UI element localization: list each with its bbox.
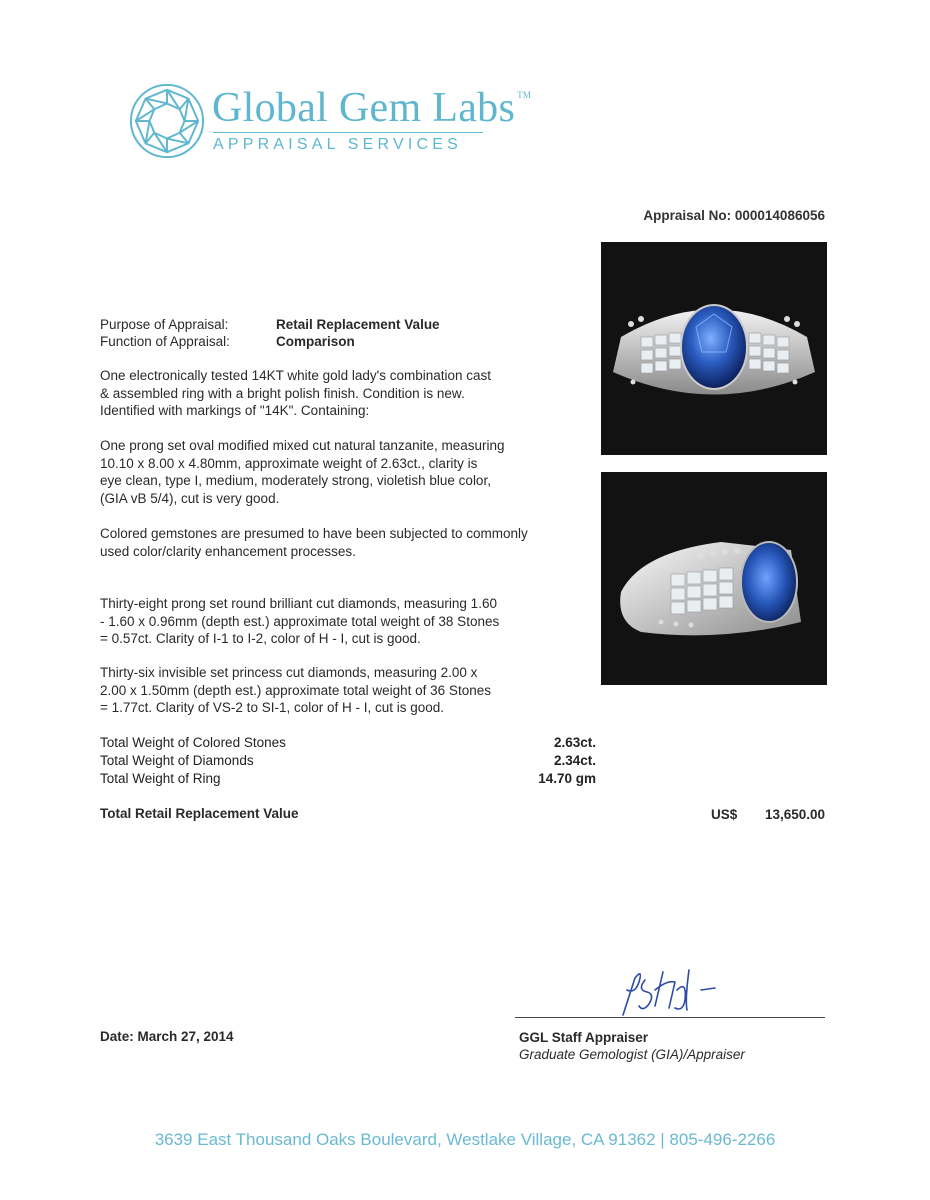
text-line: One electronically tested 14KT white gold lady's combination cast <box>100 368 492 383</box>
weight-ring-label: Total Weight of Ring <box>100 771 221 786</box>
brand-subtitle: APPRAISAL SERVICES <box>213 136 463 153</box>
ring-side-image <box>601 472 827 685</box>
weight-diamonds-label: Total Weight of Diamonds <box>100 753 254 768</box>
text-line: Thirty-eight prong set round brilliant cut diamonds, measuring 1.60 <box>100 596 497 611</box>
tanzanite-paragraph <box>100 437 580 507</box>
total-amount: 13,650.00 <box>764 807 825 822</box>
appraiser-title: GGL Staff Appraiser <box>519 1030 649 1045</box>
signature-image <box>615 960 725 1020</box>
weight-colored-value: 2.63ct. <box>553 735 596 750</box>
princess-diamonds-paragraph <box>100 664 580 717</box>
text-line: = 0.57ct. Clarity of I-1 to I-2, color of H - I, cut is good. <box>100 631 421 646</box>
text-line: 10.10 x 8.00 x 4.80mm, approximate weight of 2.63ct., clarity is <box>100 455 478 471</box>
ring-photo-front <box>601 242 827 455</box>
text-line: used color/clarity enhancement processes. <box>100 543 356 559</box>
footer-address: 3639 East Thousand Oaks Boulevard, Westlake Village, CA 91362 | 805-496-2266 <box>154 1130 776 1149</box>
text-line: eye clean, type I, medium, moderately strong, violetish blue color, <box>100 473 491 488</box>
brand-title <box>212 84 531 132</box>
brand-name: Global Gem Labs <box>212 85 516 131</box>
appraiser-credential: Graduate Gemologist (GIA)/Appraiser <box>519 1047 745 1062</box>
total-label: Total Retail Replacement Value <box>100 806 299 821</box>
ring-photo-side <box>601 472 827 685</box>
weight-colored-label: Total Weight of Colored Stones <box>100 735 286 750</box>
text-line: & assembled ring with a bright polish finish. Condition is new. <box>100 385 465 401</box>
text-line: Identified with markings of "14K". Containing: <box>100 403 370 418</box>
text-line: Thirty-six invisible set princess cut diamonds, measuring 2.00 x <box>100 665 478 680</box>
text-line: (GIA vB 5/4), cut is very good. <box>100 490 280 506</box>
appraisal-number: Appraisal No: 000014086056 <box>643 208 825 223</box>
text-line: Colored gemstones are presumed to have been subjected to commonly <box>100 526 528 541</box>
description-paragraph <box>100 367 580 420</box>
text-line: 2.00 x 1.50mm (depth est.) approximate total weight of 36 Stones <box>100 682 491 698</box>
text-line: = 1.77ct. Clarity of VS-2 to SI-1, color of H - I, cut is good. <box>100 700 445 715</box>
weight-ring-value: 14.70 gm <box>538 771 596 786</box>
round-diamonds-paragraph <box>100 595 580 648</box>
function-value: Comparison <box>276 334 355 349</box>
brand-rule <box>213 132 483 133</box>
text-line: One prong set oval modified mixed cut natural tanzanite, measuring <box>100 438 505 453</box>
weight-diamonds-value: 2.34ct. <box>553 753 596 768</box>
gem-logo-icon <box>128 82 206 160</box>
treatment-paragraph <box>100 525 580 560</box>
text-line: - 1.60 x 0.96mm (depth est.) approximate total weight of 38 Stones <box>100 613 500 629</box>
appraisal-date: Date: March 27, 2014 <box>100 1029 234 1044</box>
purpose-value: Retail Replacement Value <box>276 317 440 332</box>
total-currency: US$ <box>711 807 738 822</box>
trademark: TM <box>517 90 532 100</box>
signature-line <box>515 1017 825 1018</box>
function-label: Function of Appraisal: <box>100 334 230 349</box>
purpose-label: Purpose of Appraisal: <box>100 317 229 332</box>
ring-front-image <box>601 242 827 455</box>
